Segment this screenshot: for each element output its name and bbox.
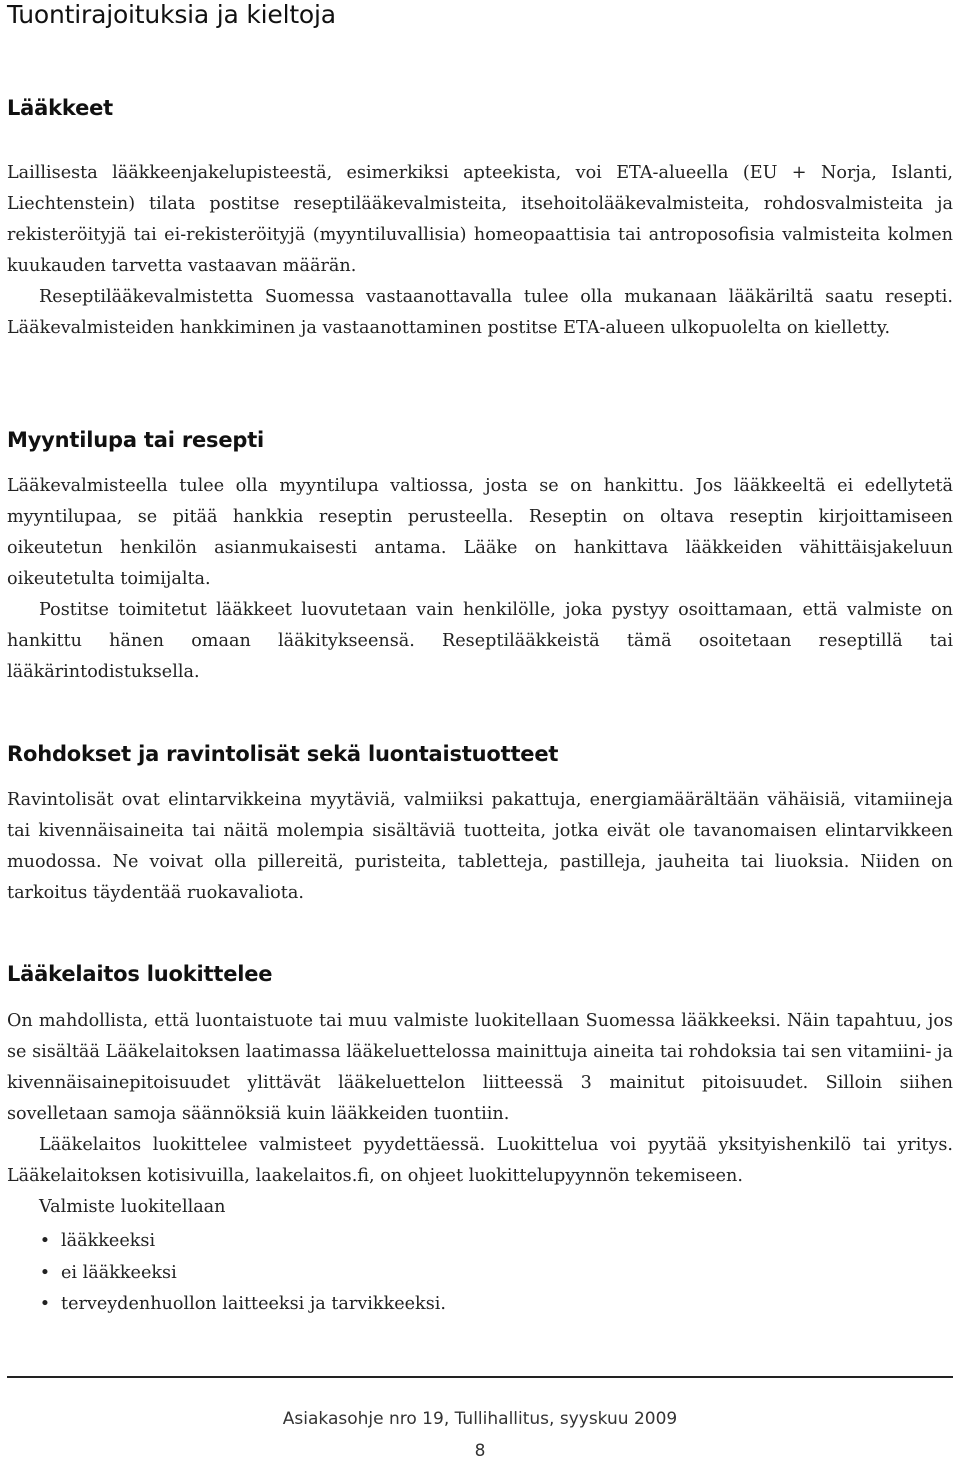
paragraph: Lääkevalmisteella tulee olla myyntilupa valtiossa, josta se on hankittu. Jos lääkkeeltä ei edellytetä myyntilupaa, se pitää hankkia reseptin perusteella. Reseptin on oltava reseptin kirjoittamiseen oikeutetun henkilön asianmukaisesti antama. Lääke on hankittava lääkkeiden vähittäisjakeluun oikeutetulta toimijalta. [7, 476, 953, 589]
section-body-myyntilupa [7, 471, 953, 688]
list-item [37, 1258, 446, 1290]
bullet-icon: • [39, 1231, 51, 1251]
classification-list [7, 1226, 446, 1321]
list-item-label: lääkkeeksi [61, 1231, 156, 1251]
list-item-label: terveydenhuollon laitteeksi ja tarvikkeeksi. [61, 1294, 446, 1314]
footer-publication: Asiakasohje nro 19, Tullihallitus, syyskuu 2009 [282, 1409, 678, 1429]
paragraph: Reseptilääkevalmistetta Suomessa vastaanottavalla tulee olla mukanaan lääkäriltä saatu resepti. Lääkevalmisteiden hankkiminen ja vastaanottaminen postitse ETA-alueen ulkopuolelta on kielletty. [7, 287, 953, 338]
section-body-laakelaitos [7, 1006, 953, 1223]
paragraph: Ravintolisät ovat elintarvikkeina myytäviä, valmiiksi pakattuja, energiamäärältään vähäisiä, vitamiineja tai kivennäisaineita tai näitä molempia sisältäviä tuotteita, jotka eivät ole tavanomaisen elintarvikkeen muodossa. Ne voivat olla pillereitä, puristeita, tabletteja, pastilleja, jauheita tai liuoksia. Niiden on tarkoitus täydentää ruokavaliota. [7, 790, 953, 903]
paragraph: Postitse toimitetut lääkkeet luovutetaan vain henkilölle, joka pystyy osoittamaan, että valmiste on hankittu hänen omaan lääkitykseensä. Reseptilääkkeistä tämä osoitetaan reseptillä tai lääkärintodistuksella. [7, 600, 953, 682]
section-body-laakkeet [7, 158, 953, 344]
page-title: Tuontirajoituksia ja kieltoja [7, 0, 336, 29]
list-item-label: ei lääkkeeksi [61, 1262, 177, 1283]
list-item [37, 1226, 446, 1258]
section-heading-myyntilupa: Myyntilupa tai resepti [7, 428, 265, 452]
bullet-icon: • [39, 1294, 51, 1314]
bullet-icon: • [39, 1262, 51, 1283]
section-body-rohdokset [7, 785, 953, 909]
list-item [37, 1289, 446, 1321]
paragraph: Lääkelaitos luokittelee valmisteet pyydettäessä. Luokittelua voi pyytää yksityishenkilö tai yritys. Lääkelaitoksen kotisivuilla, laakelaitos.fi, on ohjeet luokittelupyynnön tekemiseen. [7, 1135, 953, 1186]
section-heading-laakkeet: Lääkkeet [7, 96, 114, 120]
section-heading-laakelaitos: Lääkelaitos luokittelee [7, 962, 273, 986]
paragraph: On mahdollista, että luontaistuote tai muu valmiste luokitellaan Suomessa lääkkeeksi. Näin tapahtuu, jos se sisältää Lääkelaitoksen laatimassa lääkeluettelossa mainittuja aineita tai rohdoksia tai sen vitamiini- ja kivennäisainepitoisuudet ylittävät lääkeluettelon liitteessä 3 mainitut pitoisuudet. Silloin siihen sovelletaan samoja säännöksiä kuin lääkkeiden tuontiin. [7, 1011, 953, 1124]
section-heading-rohdokset: Rohdokset ja ravintolisät sekä luontaistuotteet [7, 742, 559, 766]
paragraph: Valmiste luokitellaan [39, 1197, 226, 1217]
paragraph: Laillisesta lääkkeenjakelupisteestä, esimerkiksi apteekista, voi ETA-alueella (EU + Norja, Islanti, Liechtenstein) tilata postitse reseptilääkevalmisteita, itsehoitolääkevalmisteita, rohdosvalmisteita ja rekisteröityjä tai ei-rekisteröityjä (myyntiluvallisia) homeopaattisia tai antroposofisia valmisteita kolmen kuukauden tarvetta vastaavan määrän. [7, 163, 953, 276]
page-number: 8 [474, 1441, 486, 1461]
footer-divider [7, 1376, 953, 1378]
